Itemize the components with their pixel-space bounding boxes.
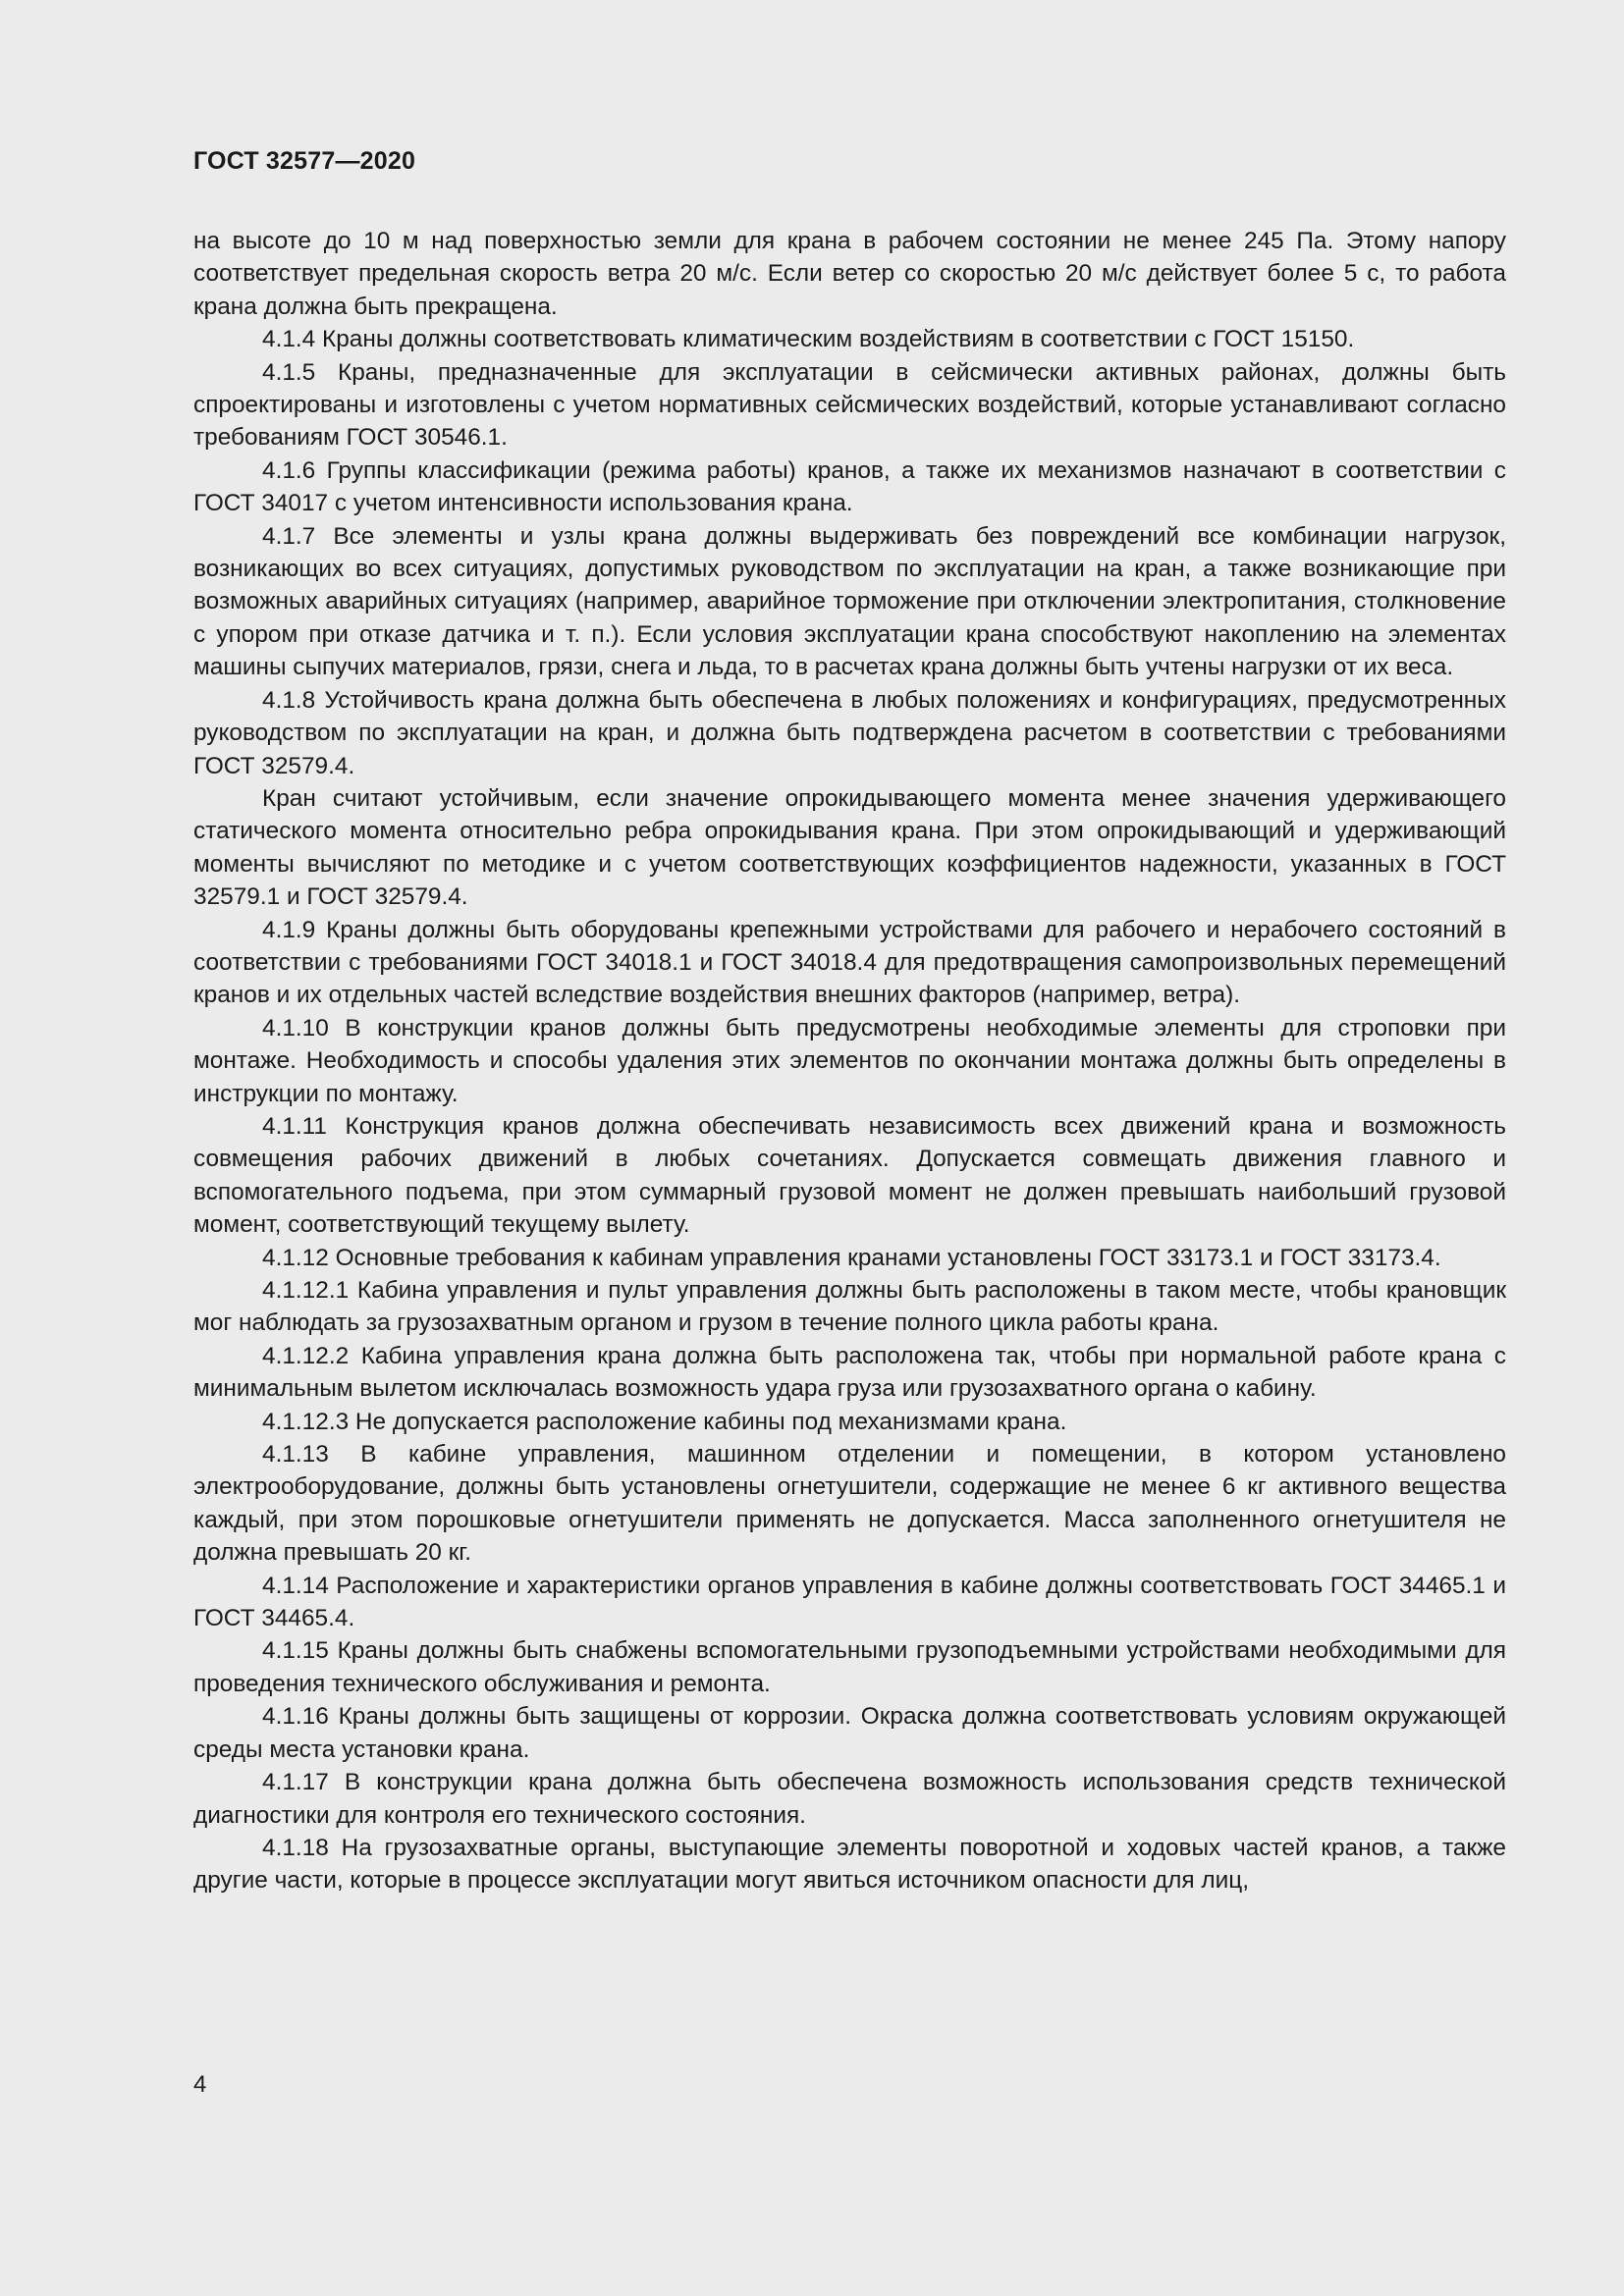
paragraph-4-1-12-3: 4.1.12.3 Не допускается расположение кабины под механизмами крана.	[262, 1408, 1067, 1435]
paragraph-4-1-8: 4.1.8 Устойчивость крана должна быть обеспечена в любых положениях и конфигурациях, предусмотренных руководством по эксплуатации на кран, и должна быть подтверждена расчетом в соответствии с требованиями ГОСТ 32579.4.	[193, 686, 1506, 779]
paragraph-4-1-7: 4.1.7 Все элементы и узлы крана должны выдерживать без повреждений все комбинации нагрузок, возникающих во всех ситуациях, допустимых руководством по эксплуатации на кран, а также возникающие при возможных аварийных ситуациях (например, аварийное торможение при отключении электропитания, столкновение с упором при отказе датчика и т. п.). Если условия эксплуатации крана способствуют накоплению на элементах машины сыпучих материалов, грязи, снега и льда, то в расчетах крана должны быть учтены нагрузки от их веса.	[193, 522, 1506, 681]
paragraph-4-1-15: 4.1.15 Краны должны быть снабжены вспомогательными грузоподъемными устройствами необходимыми для проведения технического обслуживания и ремонта.	[193, 1637, 1506, 1697]
paragraph-4-1-12-2: 4.1.12.2 Кабина управления крана должна быть расположена так, чтобы при нормальной работе крана с минимальным вылетом исключалась возможность удара груза или грузозахватного органа о кабину.	[193, 1342, 1506, 1403]
paragraph-4-1-17: 4.1.17 В конструкции крана должна быть обеспечена возможность использования средств технической диагностики для контроля его технического состояния.	[193, 1769, 1506, 1829]
paragraph-4-1-12: 4.1.12 Основные требования к кабинам управления кранами установлены ГОСТ 33173.1 и ГОСТ 33173.4.	[262, 1244, 1441, 1271]
paragraph-4-1-16: 4.1.16 Краны должны быть защищены от коррозии. Окраска должна соответствовать условиям окружающей среды места установки крана.	[193, 1703, 1506, 1763]
document-header: ГОСТ 32577—2020	[193, 147, 416, 175]
paragraph-4-1-18: 4.1.18 На грузозахватные органы, выступающие элементы поворотной и ходовых частей кранов, а также другие части, которые в процессе эксплуатации могут явиться источником опасности для лиц,	[193, 1834, 1506, 1895]
paragraph-continuation: на высоте до 10 м над поверхностью земли для крана в рабочем состоянии не менее 245 Па. Этому напору соответствует предельная скорость ветра 20 м/с. Если ветер со скоростью 20 м/с действует более 5 с, то работа крана должна быть прекращена.	[193, 228, 1506, 320]
paragraph-4-1-11: 4.1.11 Конструкция кранов должна обеспечивать независимость всех движений крана и возможность совмещения рабочих движений в любых сочетаниях. Допускается совмещать движения главного и вспомогательного подъема, при этом суммарный грузовой момент не должен превышать наибольший грузовой момент, соответствующий текущему вылету.	[193, 1112, 1506, 1239]
page-number: 4	[193, 2071, 207, 2098]
paragraph-stability: Кран считают устойчивым, если значение опрокидывающего момента менее значения удерживающего статического момента относительно ребра опрокидывания крана. При этом опрокидывающий и удерживающий моменты вычисляют по методике и с учетом соответствующих коэффициентов надежности, указанных в ГОСТ 32579.1 и ГОСТ 32579.4.	[193, 784, 1506, 911]
paragraph-4-1-13: 4.1.13 В кабине управления, машинном отделении и помещении, в котором установлено электрооборудование, должны быть установлены огнетушители, содержащие не менее 6 кг активного вещества каждый, при этом порошковые огнетушители применять не допускается. Масса заполненного огнетушителя не должна превышать 20 кг.	[193, 1441, 1506, 1567]
paragraph-4-1-9: 4.1.9 Краны должны быть оборудованы крепежными устройствами для рабочего и нерабочего состояний в соответствии с требованиями ГОСТ 34018.1 и ГОСТ 34018.4 для предотвращения самопроизвольных перемещений кранов и их отдельных частей вследствие воздействия внешних факторов (например, ветра).	[193, 916, 1506, 1009]
paragraph-4-1-12-1: 4.1.12.1 Кабина управления и пульт управления должны быть расположены в таком месте, чтобы крановщик мог наблюдать за грузозахватным органом и грузом в течение полного цикла работы крана.	[193, 1277, 1506, 1337]
paragraph-4-1-14: 4.1.14 Расположение и характеристики органов управления в кабине должны соответствовать ГОСТ 34465.1 и ГОСТ 34465.4.	[193, 1572, 1506, 1632]
paragraph-4-1-6: 4.1.6 Группы классификации (режима работы) кранов, а также их механизмов назначают в соответствии с ГОСТ 34017 с учетом интенсивности использования крана.	[193, 456, 1506, 517]
paragraph-4-1-4: 4.1.4 Краны должны соответствовать климатическим воздействиям в соответствии с ГОСТ 15150.	[262, 326, 1355, 353]
paragraph-4-1-5: 4.1.5 Краны, предназначенные для эксплуатации в сейсмически активных районах, должны быть спроектированы и изготовлены с учетом нормативных сейсмических воздействий, которые устанавливают согласно требованиям ГОСТ 30546.1.	[193, 358, 1506, 452]
document-body	[193, 225, 1506, 1897]
paragraph-4-1-10: 4.1.10 В конструкции кранов должны быть предусмотрены необходимые элементы для строповки при монтаже. Необходимость и способы удаления этих элементов по окончании монтажа должны быть определены в инструкции по монтажу.	[193, 1014, 1506, 1107]
